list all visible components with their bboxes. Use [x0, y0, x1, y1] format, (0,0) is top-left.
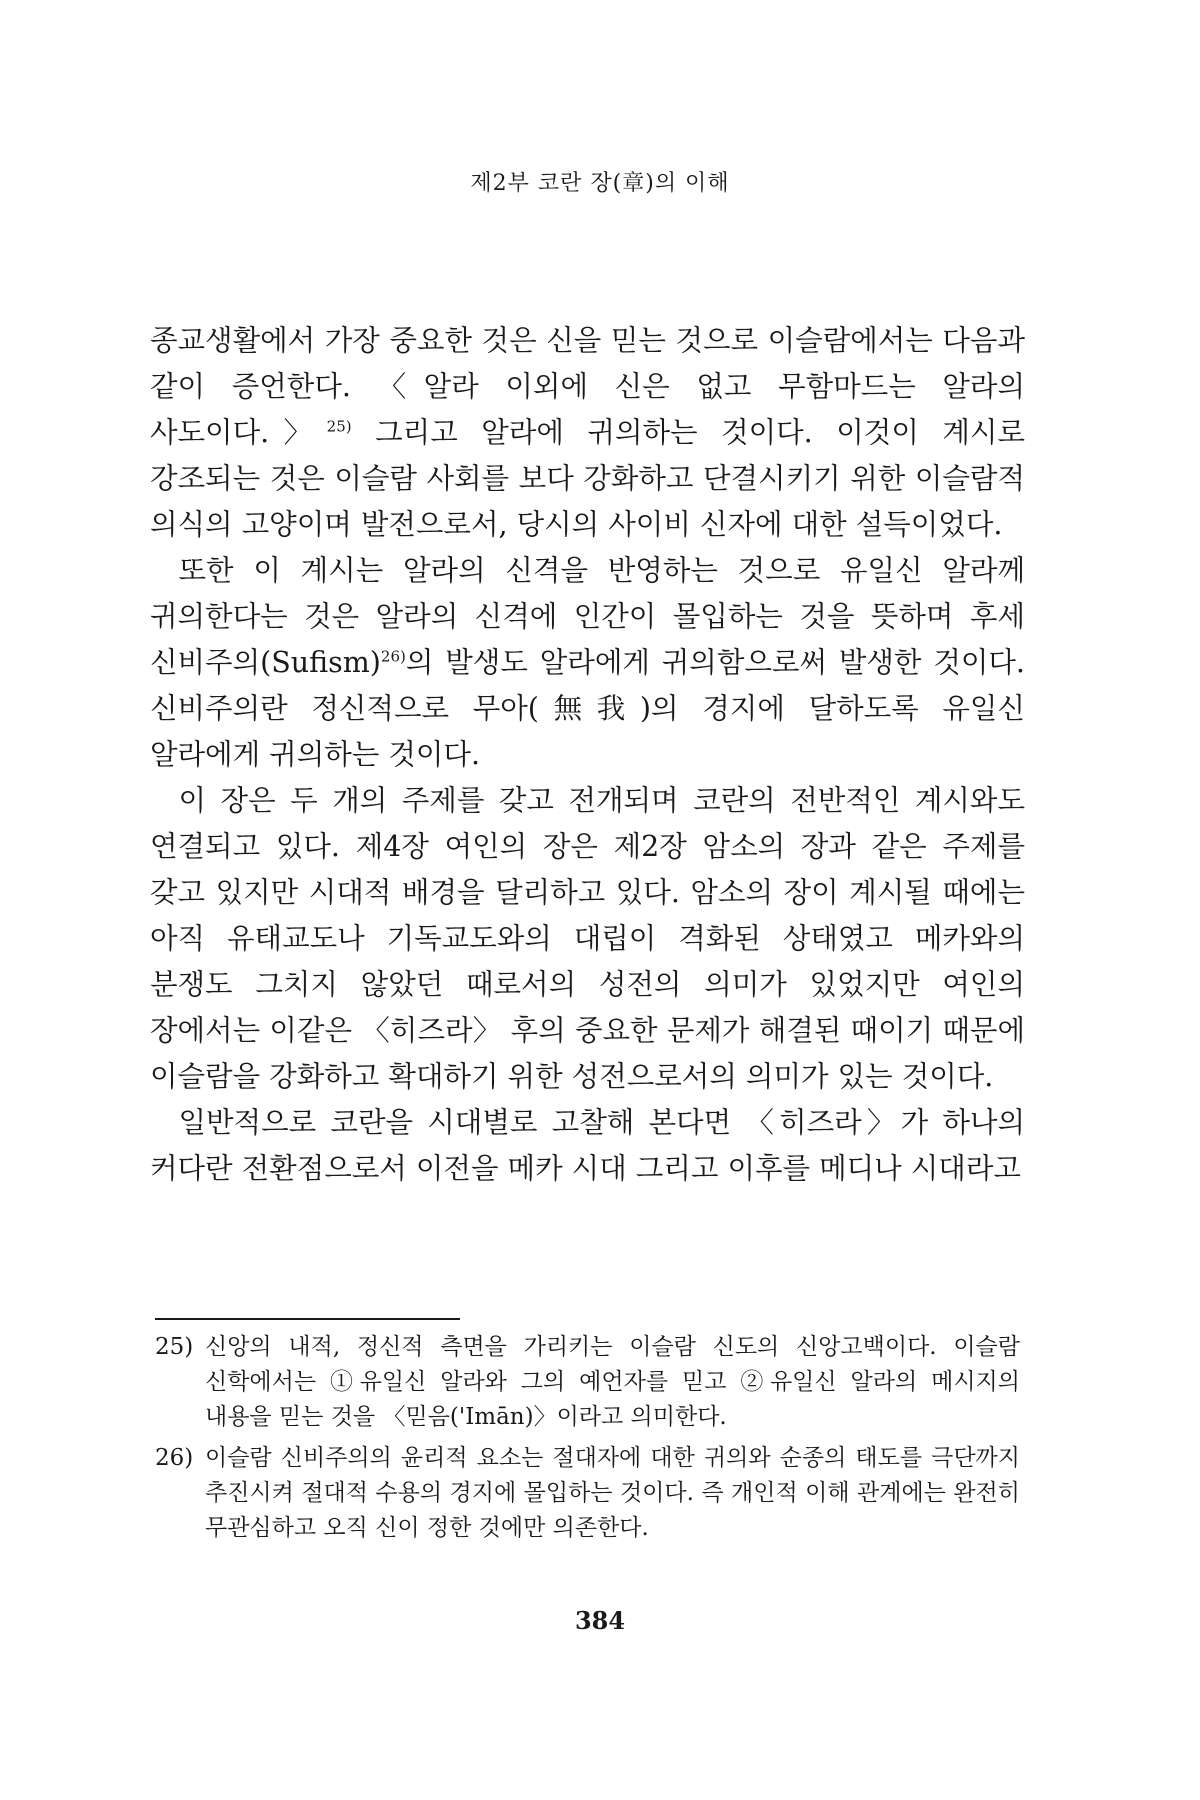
- paragraph-text: 그리고 알라에 귀의하는 것이다. 이것이 계시로 강조되는 것은 이슬람 사회를 보다 강화하고 단결시키기 위한 이슬람적 의식의 고양이며 발전으로서, 당시의 사이비 신자에 대한 설득이었다.: [150, 416, 1025, 541]
- footnote-divider: [155, 1318, 460, 1320]
- paragraph-1: [150, 318, 1025, 548]
- paragraph-text: 일반적으로 코란을 시대별로 고찰해 본다면 〈히즈라〉가 하나의 커다란 전환점으로서 이전을 메카 시대 그리고 이후를 메디나 시대라고: [150, 1106, 1025, 1185]
- paragraph-text: 종교생활에서 가장 중요한 것은 신을 믿는 것으로 이슬람에서는 다음과 같이 증언한다. 〈알라 이외에 신은 없고 무함마드는 알라의 사도이다.〉: [150, 324, 1025, 449]
- paragraph-text: 이 장은 두 개의 주제를 갖고 전개되며 코란의 전반적인 계시와도 연결되고 있다. 제4장 여인의 장은 제2장 암소의 장과 같은 주제를 갖고 있지만 시대적 배경을 달리하고 있다. 암소의 장이 계시될 때에는 아직 유태교도나 기독교도와의 대립이 격화된 상태였고 메카와의 분쟁도 그치지 않았던 때로서의 성전의 의미가 있었지만 여인의 장에서는 이같은 〈히즈라〉 후의 중요한 문제가 해결된 때이기 때문에 이슬람을 강화하고 확대하기 위한 성전으로서의 의미가 있는 것이다.: [150, 784, 1025, 1093]
- footnote-text: 신앙의 내적, 정신적 측면을 가리키는 이슬람 신도의 신앙고백이다. 이슬람 신학에서는 ①유일신 알라와 그의 예언자를 믿고 ②유일신 알라의 메시지의 내용을 믿는 것을 〈믿음('Imān)〉이라고 의미한다.: [205, 1334, 1020, 1430]
- paragraph-3: [150, 778, 1025, 1100]
- footnote-25: [155, 1330, 1020, 1435]
- footnote-reference-25[interactable]: 25): [326, 417, 352, 436]
- footnotes: [155, 1330, 1020, 1552]
- paragraph-text: 또한 이 계시는 알라의 신격을 반영하는 것으로 유일신 알라께 귀의한다는 것은 알라의 신격에 인간이 몰입하는 것을 뜻하며 후세 신비주의(Sufism): [150, 554, 1025, 679]
- body-text: [150, 318, 1025, 1192]
- footnote-reference-26[interactable]: 26): [380, 647, 406, 666]
- paragraph-text: 의 발생도 알라에게 귀의함으로써 발생한 것이다. 신비주의란 정신적으로 무아(無我)의 경지에 달하도록 유일신 알라에게 귀의하는 것이다.: [150, 646, 1025, 771]
- footnote-text: 이슬람 신비주의의 윤리적 요소는 절대자에 대한 귀의와 순종의 태도를 극단까지 추진시켜 절대적 수용의 경지에 몰입하는 것이다. 즉 개인적 이해 관계에는 완전히 무관심하고 오직 신이 정한 것에만 의존한다.: [205, 1445, 1020, 1541]
- paragraph-2: [150, 548, 1025, 778]
- running-header: 제2부 코란 장(章)의 이해: [470, 171, 730, 196]
- footnote-26: [155, 1441, 1020, 1546]
- footnote-number: 26): [155, 1445, 194, 1471]
- page-number: 384: [574, 1606, 626, 1635]
- paragraph-4: [150, 1100, 1025, 1192]
- footnote-number: 25): [155, 1334, 194, 1360]
